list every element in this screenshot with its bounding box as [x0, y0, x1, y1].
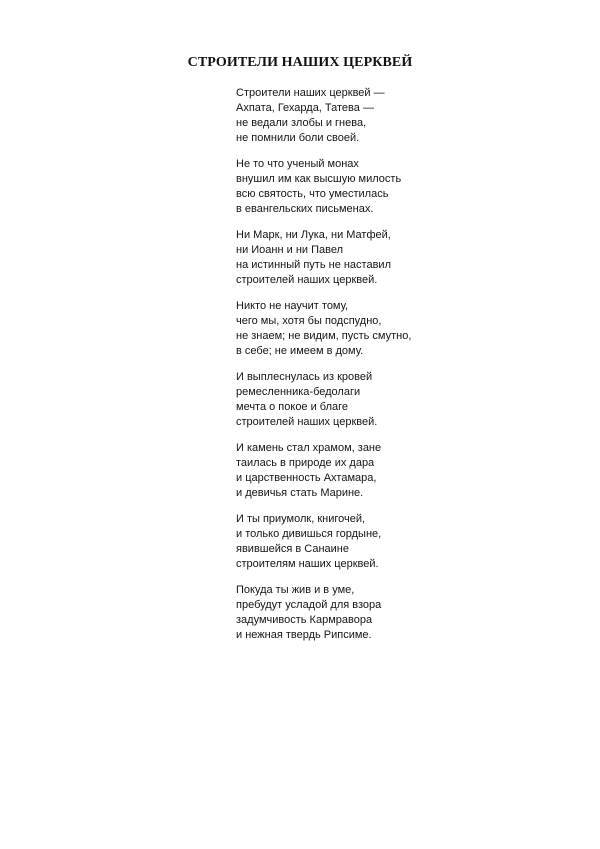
poem-line: и девичья стать Марине.	[236, 487, 364, 499]
stanza-2	[236, 157, 556, 217]
poem-line: Не то что ученый монах	[236, 158, 359, 170]
stanza-1	[236, 86, 556, 146]
poem-line: явившейся в Санаине	[236, 543, 350, 555]
poem-line: Никто не научит тому,	[236, 300, 349, 312]
poem-line: Строители наших церквей —	[236, 87, 385, 99]
poem-line: Покуда ты жив и в уме,	[236, 584, 355, 596]
poem-title: СТРОИТЕЛИ НАШИХ ЦЕРКВЕЙ	[187, 55, 413, 70]
poem-line: Ахпата, Гехарда, Татева —	[236, 102, 374, 114]
poem-line: не помнили боли своей.	[236, 132, 360, 144]
poem-line: чего мы, хотя бы подспудно,	[236, 315, 382, 327]
poem-line: и нежная твердь Рипсиме.	[236, 629, 372, 641]
poem-line: в евангельских письменах.	[236, 203, 374, 215]
poem-line: строителей наших церквей.	[236, 274, 378, 286]
stanza-6	[236, 441, 556, 501]
poem-line: всю святость, что уместилась	[236, 188, 389, 200]
poem-line: И камень стал храмом, зане	[236, 442, 382, 454]
poem-line: и царственность Ахтамара,	[236, 472, 377, 484]
poem-line: не ведали злобы и гнева,	[236, 117, 367, 129]
poem-line: мечта о покое и благе	[236, 401, 349, 413]
stanza-7	[236, 512, 556, 572]
stanza-8	[236, 583, 556, 643]
poem-line: И выплеснулась из кровей	[236, 371, 373, 383]
poem-line: ремесленника-бедолаги	[236, 386, 361, 398]
poem-line: пребудут усладой для взора	[236, 599, 382, 611]
poem-line: таилась в природе их дара	[236, 457, 375, 469]
poem-line: задумчивость Кармравора	[236, 614, 373, 626]
poem-line: на истинный путь не наставил	[236, 259, 391, 271]
poem-line: ни Иоанн и ни Павел	[236, 244, 344, 256]
poem-line: и только дивишься гордыне,	[236, 528, 382, 540]
poem-line: И ты приумолк, книгочей,	[236, 513, 366, 525]
poem-line: не знаем; не видим, пусть смутно,	[236, 330, 412, 342]
stanza-4	[236, 299, 556, 359]
poem-body	[236, 86, 556, 654]
stanza-5	[236, 370, 556, 430]
poem-line: внушил им как высшую милость	[236, 173, 402, 185]
poem-line: в себе; не имеем в дому.	[236, 345, 364, 357]
poem-line: строителей наших церквей.	[236, 416, 378, 428]
stanza-3	[236, 228, 556, 288]
poem-line: Ни Марк, ни Лука, ни Матфей,	[236, 229, 391, 241]
poem-line: строителям наших церквей.	[236, 558, 379, 570]
